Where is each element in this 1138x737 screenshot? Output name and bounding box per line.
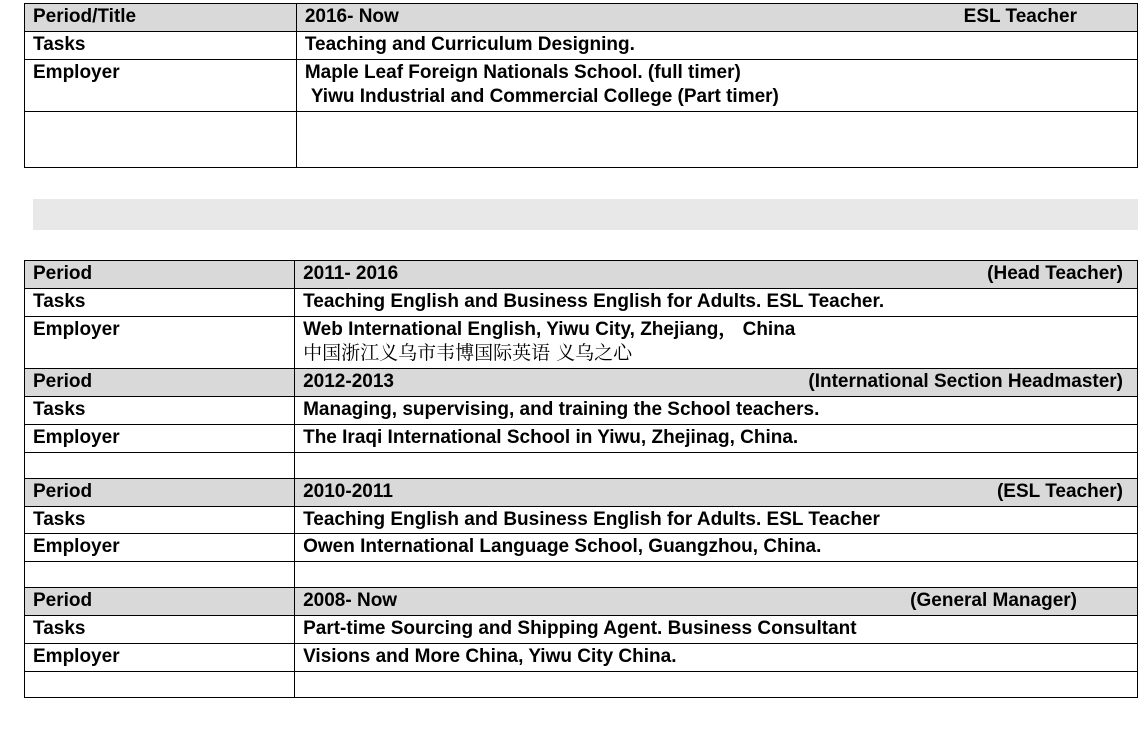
table-row-blank — [25, 111, 1138, 167]
table-row — [25, 478, 1138, 506]
period-text: 2010-2011 — [303, 480, 393, 502]
row-label-employer: Employer — [25, 534, 295, 562]
row-label-tasks: Tasks — [25, 288, 295, 316]
blank-label-cell — [25, 452, 295, 478]
row-label-period: Period — [25, 588, 295, 616]
table-row — [25, 288, 1138, 316]
blank-value-cell — [295, 452, 1138, 478]
table-row-blank — [25, 562, 1138, 588]
employer-line-2: Yiwu Industrial and Commercial College (Part timer) — [310, 85, 779, 107]
table-row — [25, 59, 1138, 111]
employer-line-1: Maple Leaf Foreign Nationals School. (full timer) — [304, 61, 741, 83]
row-label-period: Period — [25, 478, 295, 506]
row-value-tasks: Managing, supervising, and training the School teachers. — [295, 396, 1138, 424]
employer-label-text: Employer — [33, 318, 120, 340]
blank-value-cell — [296, 111, 1137, 167]
row-label-employer: Employer — [25, 59, 297, 111]
title-text: ESL Teacher — [963, 6, 1077, 27]
period-text: 2008- Now — [303, 590, 398, 612]
title-text: (General Manager) — [910, 590, 1077, 612]
work-experience-table-current — [24, 3, 1138, 168]
row-label-tasks: Tasks — [25, 396, 295, 424]
row-label-period-title: Period/Title — [25, 4, 297, 32]
work-experience-table-history — [24, 260, 1138, 698]
table-row — [25, 588, 1138, 616]
table-row — [25, 261, 1138, 289]
table-row — [25, 368, 1138, 396]
row-value-employer: The Iraqi International School in Yiwu, Zhejinag, China. — [295, 424, 1138, 452]
title-text: (International Section Headmaster) — [808, 370, 1123, 392]
period-text: 2011- 2016 — [303, 263, 399, 284]
row-value-period — [295, 261, 1138, 289]
row-label-employer: Employer — [25, 644, 295, 672]
table-row — [25, 4, 1138, 32]
row-label-tasks: Tasks — [25, 616, 295, 644]
row-value-period — [295, 478, 1138, 506]
table-row — [25, 644, 1138, 672]
table-row — [25, 396, 1138, 424]
table-row — [25, 31, 1138, 59]
employer-line-1: Web International English, Yiwu City, Zhejiang， China — [303, 318, 796, 340]
blank-label-cell — [25, 672, 295, 698]
employer-line-chinese: 中国浙江义乌市韦博国际英语 义乌之心 — [303, 341, 633, 364]
row-value-tasks: Teaching and Curriculum Designing. — [296, 31, 1137, 59]
table-row-blank — [25, 672, 1138, 698]
row-label-employer: Employer — [25, 424, 295, 452]
row-value-period-title — [296, 4, 1137, 32]
row-label-tasks: Tasks — [25, 506, 295, 534]
title-text: (ESL Teacher) — [996, 480, 1123, 502]
table-row — [25, 616, 1138, 644]
blank-label-cell — [25, 562, 295, 588]
table-row — [25, 506, 1138, 534]
row-value-employer: Owen International Language School, Guangzhou, China. — [295, 534, 1138, 562]
table-row — [25, 316, 1138, 368]
section-separator-bar — [33, 199, 1138, 230]
row-label-employer — [25, 316, 295, 368]
row-value-tasks: Teaching English and Business English for Adults. ESL Teacher. — [295, 288, 1138, 316]
table-row-blank — [25, 452, 1138, 478]
row-value-employer: Visions and More China, Yiwu City China. — [295, 644, 1138, 672]
row-value-tasks: Teaching English and Business English for Adults. ESL Teacher — [295, 506, 1138, 534]
blank-label-cell — [25, 111, 297, 167]
row-value-period — [295, 588, 1138, 616]
period-text: 2012-2013 — [303, 370, 394, 392]
table-row — [25, 424, 1138, 452]
title-text: (Head Teacher) — [987, 263, 1123, 284]
blank-value-cell — [295, 672, 1138, 698]
row-value-tasks: Part-time Sourcing and Shipping Agent. Business Consultant — [295, 616, 1138, 644]
row-label-period: Period — [25, 368, 295, 396]
blank-value-cell — [295, 562, 1138, 588]
row-label-tasks: Tasks — [25, 31, 297, 59]
row-value-period — [295, 368, 1138, 396]
row-label-period: Period — [25, 261, 295, 289]
table-row — [25, 534, 1138, 562]
period-text: 2016- Now — [304, 6, 399, 27]
row-value-employer — [296, 59, 1137, 111]
row-value-employer — [295, 316, 1138, 368]
